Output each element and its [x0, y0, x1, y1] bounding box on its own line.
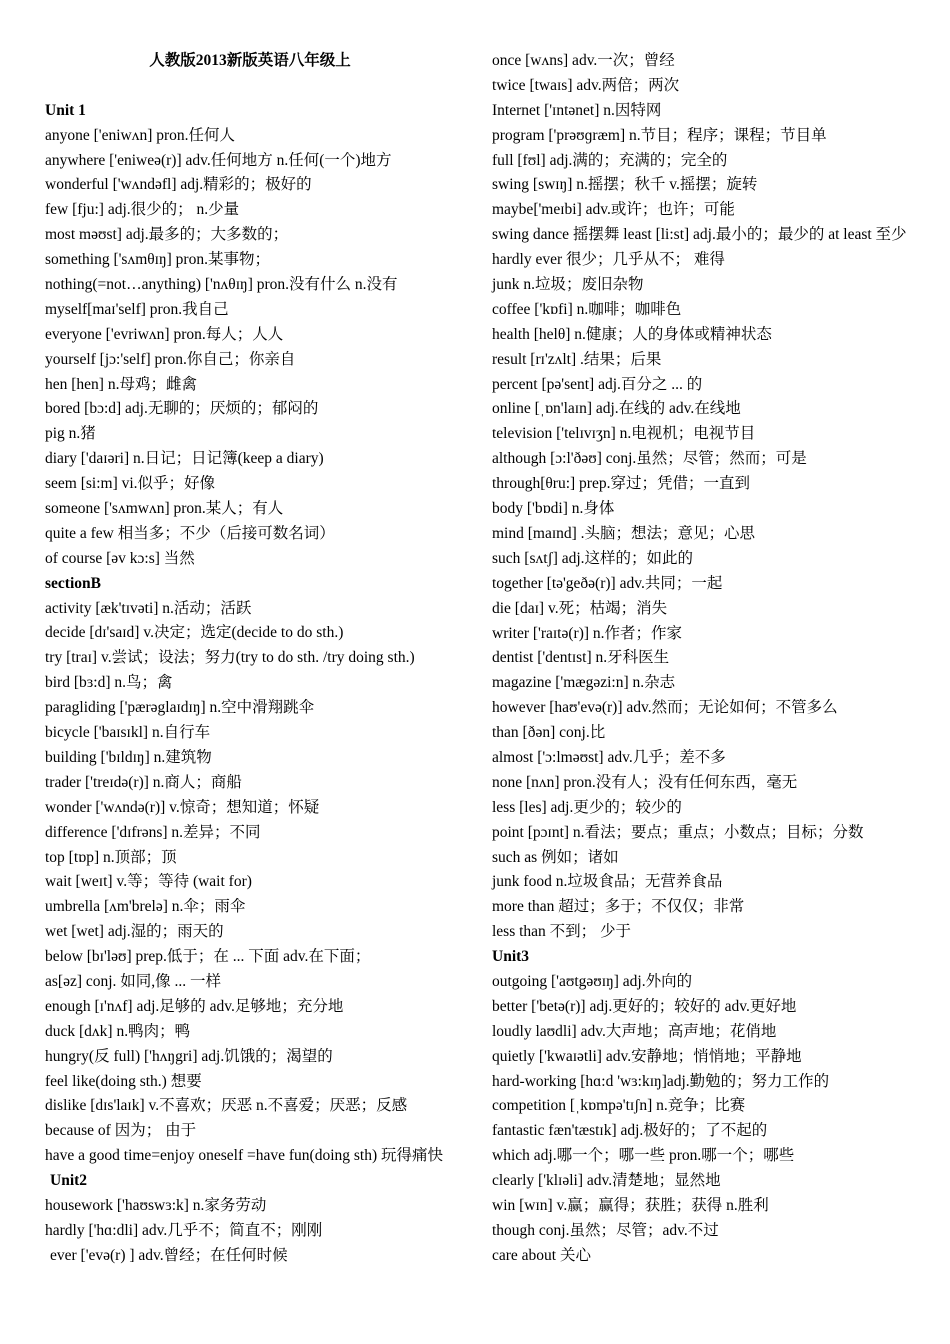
vocab-entry: die [daɪ] v.死；枯竭；消失: [492, 599, 668, 617]
vocab-entry: junk n.垃圾；废旧杂物: [492, 276, 644, 294]
vocab-entry: almost ['ɔ:lməʊst] adv.几乎；差不多: [492, 748, 726, 766]
right-column: [492, 49, 912, 1269]
vocab-entry: than [ðən] conj.比: [492, 724, 606, 742]
vocab-entry: try [traɪ] v.尝试；设法；努力(try to do sth. /try doing sth.): [45, 649, 415, 667]
vocab-entry: pig n.猪: [45, 425, 96, 443]
vocab-entry: health [helθ] n.健康；人的身体或精神状态: [492, 325, 772, 343]
vocab-entry: few [fju:] adj.很少的； n.少量: [45, 201, 240, 219]
vocab-entry: swing [swɪŋ] n.摇摆；秋千 v.摇摆；旋转: [492, 176, 758, 194]
vocab-entry: Internet ['ɪntənet] n.因特网: [492, 101, 662, 119]
unit-heading: Unit3: [492, 948, 530, 966]
vocab-entry: hardly ever 很少；几乎从不； 难得: [492, 251, 725, 269]
vocab-entry: paragliding ['pærəglaɪdɪŋ] n.空中滑翔跳伞: [45, 699, 315, 717]
vocab-entry: wait [weɪt] v.等；等待 (wait for): [45, 873, 252, 891]
vocab-entry: anywhere ['eniweə(r)] adv.任何地方 n.任何(一个)地方: [45, 151, 392, 169]
vocab-entry: everyone ['evriwʌn] pron.每人；人人: [45, 325, 284, 343]
vocab-entry: competition [ˌkɒmpə'tɪʃn] n.竞争；比赛: [492, 1097, 746, 1115]
vocab-entry: twice [twaɪs] adv.两倍；两次: [492, 76, 680, 94]
vocab-entry: none [nʌn] pron.没有人；没有任何东西，毫无: [492, 773, 798, 791]
vocab-entry: program ['prəʊɡræm] n.节目；程序；课程；节目单: [492, 126, 827, 144]
vocab-entry: dentist ['dentɪst] n.牙科医生: [492, 649, 670, 667]
vocab-entry: body ['bɒdi] n.身体: [492, 500, 615, 518]
vocab-entry: fantastic fæn'tæstɪk] adj.极好的；了不起的: [492, 1122, 768, 1140]
vocab-entry: maybe['meɪbi] adv.或许；也许；可能: [492, 201, 735, 219]
vocab-entry: most məʊst] adj.最多的；大多数的；: [45, 226, 289, 244]
vocab-entry: television ['telɪvɪʒn] n.电视机；电视节目: [492, 425, 756, 443]
vocab-entry: myself[maɪ'self] pron.我自己: [45, 300, 229, 318]
vocab-entry: below [bɪ'ləʊ] prep.低于；在 ... 下面 adv.在下面；: [45, 948, 371, 966]
vocab-entry: although [ɔ:l'ðəʊ] conj.虽然；尽管；然而；可是: [492, 450, 807, 468]
vocab-entry: difference ['dɪfrəns] n.差异；不同: [45, 823, 261, 841]
vocab-entry: magazine ['mægəzi:n] n.杂志: [492, 674, 676, 692]
vocab-entry: coffee ['kɒfi] n.咖啡；咖啡色: [492, 300, 682, 318]
vocab-entry: hard-working [hɑ:d 'wɜ:kɪŋ]adj.勤勉的；努力工作的: [492, 1072, 830, 1090]
vocab-entry: hardly ['hɑ:dli] adv.几乎不；简直不；刚刚: [45, 1221, 323, 1239]
vocab-entry: hen [hen] n.母鸡；雌禽: [45, 375, 197, 393]
unit-heading: sectionB: [45, 574, 101, 592]
vocab-entry: care about 关心: [492, 1246, 591, 1264]
vocab-entry: diary ['daɪəri] n.日记；日记簿(keep a diary): [45, 450, 324, 468]
vocab-entry: hungry(反 full) ['hʌŋgri] adj.饥饿的；渴望的: [45, 1047, 333, 1065]
vocab-entry: quietly ['kwaɪətli] adv.安静地；悄悄地；平静地: [492, 1047, 802, 1065]
vocab-entry: wonderful ['wʌndəfl] adj.精彩的；极好的: [45, 176, 312, 194]
blank-line: [45, 74, 455, 99]
vocab-entry: bicycle ['baɪsɪkl] n.自行车: [45, 724, 211, 742]
vocab-entry: housework ['haʊswɜ:k] n.家务劳动: [45, 1196, 267, 1214]
vocab-entry: as[əz] conj. 如同,像 ... 一样: [45, 972, 222, 990]
vocab-entry: wet [wet] adj.湿的；雨天的: [45, 923, 224, 941]
vocab-entry: better ['betə(r)] adj.更好的；较好的 adv.更好地: [492, 997, 797, 1015]
vocab-entry: wonder ['wʌndə(r)] v.惊奇；想知道；怀疑: [45, 798, 320, 816]
vocab-entry: building ['bɪldɪŋ] n.建筑物: [45, 748, 212, 766]
vocab-entry: though conj.虽然；尽管；adv.不过: [492, 1221, 719, 1239]
vocab-entry: of course [əv kɔ:s] 当然: [45, 549, 195, 567]
vocab-entry: something ['sʌmθɪŋ] pron.某事物；: [45, 251, 270, 269]
vocab-entry: result [rɪ'zʌlt] .结果；后果: [492, 350, 662, 368]
vocab-entry: loudly laʊdli] adv.大声地；高声地；花俏地: [492, 1022, 777, 1040]
vocab-entry: top [tɒp] n.顶部；顶: [45, 848, 177, 866]
vocab-entry: have a good time=enjoy oneself =have fun(doing sth) 玩得痛快: [45, 1147, 444, 1165]
vocab-entry: clearly ['klɪəli] adv.清楚地；显然地: [492, 1172, 721, 1190]
vocab-entry: point [pɔɪnt] n.看法；要点；重点；小数点；目标；分数: [492, 823, 864, 841]
vocab-entry: someone ['sʌmwʌn] pron.某人；有人: [45, 500, 284, 518]
vocab-entry: less [les] adj.更少的；较少的: [492, 798, 682, 816]
vocab-entry: ever ['evə(r) ] adv.曾经；在任何时候: [50, 1246, 288, 1264]
vocab-entry: dislike [dɪs'laɪk] v.不喜欢；厌恶 n.不喜爱；厌恶；反感: [45, 1097, 408, 1115]
vocab-entry: which adj.哪一个；哪一些 pron.哪一个；哪些: [492, 1147, 795, 1165]
unit-heading: Unit2: [50, 1172, 88, 1190]
vocab-entry: because of 因为； 由于: [45, 1122, 197, 1140]
vocab-entry: percent [pə'sent] adj.百分之 ... 的: [492, 375, 703, 393]
vocab-entry: together [tə'geðə(r)] adv.共同；一起: [492, 574, 723, 592]
vocab-entry: through[θru:] prep.穿过；凭借；一直到: [492, 475, 750, 493]
vocab-entry: once [wʌns] adv.一次；曾经: [492, 52, 675, 69]
vocab-entry: bird [bɜ:d] n.鸟；禽: [45, 674, 173, 692]
vocab-entry: junk food n.垃圾食品；无营养食品: [492, 873, 723, 891]
vocab-entry: yourself [jɔ:'self] pron.你自己；你亲自: [45, 350, 296, 368]
vocab-entry: full [fʊl] adj.满的；充满的；完全的: [492, 151, 728, 169]
vocab-entry: activity [æk'tɪvəti] n.活动；活跃: [45, 599, 252, 617]
vocab-entry: such [sʌtʃ] adj.这样的；如此的: [492, 549, 694, 567]
vocab-entry: bored [bɔ:d] adj.无聊的；厌烦的；郁闷的: [45, 400, 319, 418]
vocab-entry: swing dance 摇摆舞 least [li:st] adj.最小的；最少的 at least 至少: [492, 226, 907, 244]
vocab-entry: duck [dʌk] n.鸭肉；鸭: [45, 1022, 191, 1040]
left-column: [45, 49, 455, 1269]
vocab-entry: more than 超过；多于；不仅仅；非常: [492, 898, 745, 916]
vocab-entry: enough [ɪ'nʌf] adj.足够的 adv.足够地；充分地: [45, 997, 344, 1015]
vocab-entry: decide [dɪ'saɪd] v.决定；选定(decide to do sth.): [45, 624, 344, 642]
vocab-entry: less than 不到； 少于: [492, 923, 632, 941]
vocab-entry: umbrella [ʌm'brelə] n.伞；雨伞: [45, 898, 246, 916]
vocab-entry: however [haʊ'evə(r)] adv.然而；无论如何；不管多么: [492, 699, 838, 717]
vocab-entry: quite a few 相当多；不少（后接可数名词）: [45, 524, 335, 542]
page-title: 人教版2013新版英语八年级上: [149, 52, 351, 69]
vocab-entry: nothing(=not…anything) ['nʌθɪŋ] pron.没有什么 n.没有: [45, 276, 398, 294]
vocab-entry: trader ['treɪdə(r)] n.商人；商船: [45, 773, 242, 791]
vocab-entry: anyone ['eniwʌn] pron.任何人: [45, 126, 236, 144]
vocab-entry: feel like(doing sth.) 想要: [45, 1072, 202, 1090]
vocab-entry: win [wɪn] v.赢；赢得；获胜；获得 n.胜利: [492, 1196, 769, 1214]
unit-heading: Unit 1: [45, 101, 86, 119]
vocab-entry: writer ['raɪtə(r)] n.作者；作家: [492, 624, 683, 642]
vocab-entry: online [ˌɒn'laɪn] adj.在线的 adv.在线地: [492, 400, 741, 418]
vocab-entry: mind [maɪnd] .头脑；想法；意见；心思: [492, 524, 756, 542]
vocab-entry: outgoing ['aʊtgəʊɪŋ] adj.外向的: [492, 972, 693, 990]
vocab-entry: such as 例如；诸如: [492, 848, 619, 866]
vocab-entry: seem [si:m] vi.似乎；好像: [45, 475, 216, 493]
